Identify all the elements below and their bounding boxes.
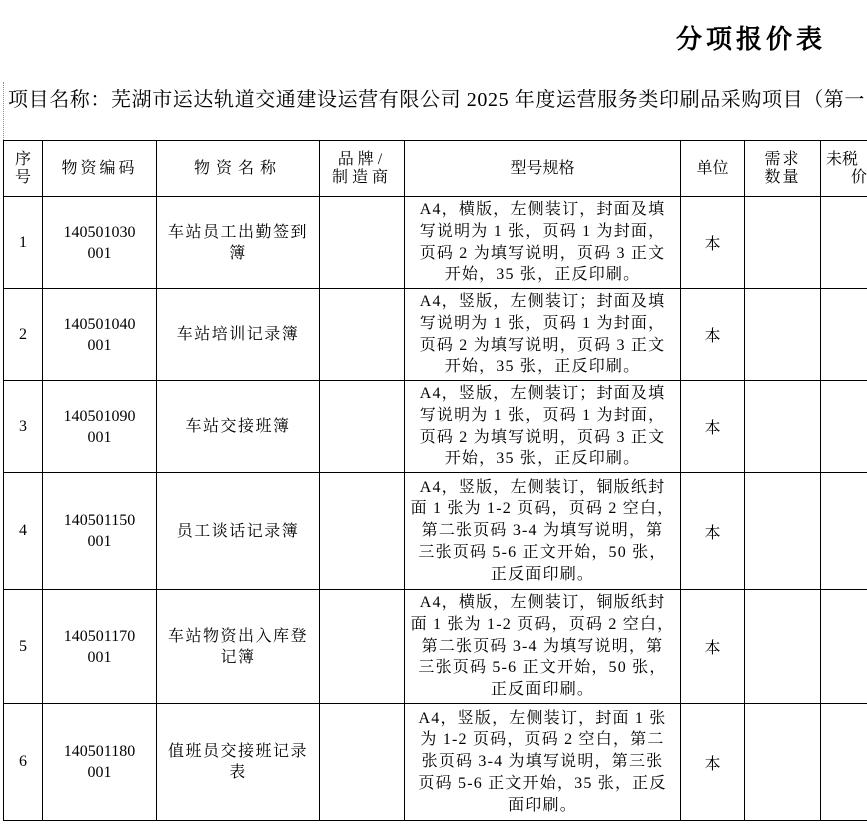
cell-material-name (157, 473, 320, 590)
cell-unit-price (821, 704, 867, 821)
cell-unit-price (821, 197, 867, 289)
spec-line: 第二张页码 3-4 为填写说明，第 (421, 522, 664, 540)
header-quantity-label: 需求数量 (764, 150, 801, 186)
cell-spec (405, 197, 681, 289)
cell-seq: 3 (4, 381, 43, 473)
page-title: 分项报价表 (675, 25, 826, 55)
spec-line: 写说明为 1 张，页码 1 为封面， (419, 314, 666, 332)
cell-spec (405, 473, 681, 590)
spec-line: A4，竖版，左侧装订；封面及填 (419, 293, 666, 311)
cell-brand (320, 473, 405, 590)
cell-material-code (43, 381, 157, 473)
table-row (4, 197, 867, 289)
cell-spec (405, 590, 681, 704)
header-brand (320, 141, 405, 197)
header-brand-label: 品牌/制造商 (331, 150, 392, 186)
cell-quantity (745, 473, 821, 590)
cell-brand (320, 381, 405, 473)
spec-line: A4，竖版，左侧装订，铜版纸封 (419, 478, 666, 496)
header-unit-price-line: 未税 (826, 150, 859, 168)
spec-line: 面 1 张为 1-2 页码，页码 2 空白， (410, 500, 675, 518)
spec-line: 页码 2 为填写说明，页码 3 正文 (419, 428, 666, 446)
spec-line: A4，横版，左侧装订，铜版纸封 (419, 594, 666, 612)
material-code: 140501040001 (63, 315, 136, 354)
cell-seq: 5 (4, 590, 43, 704)
cell-border-dotted (3, 82, 4, 140)
spec-line: 面 1 张为 1-2 页码，页码 2 空白， (410, 615, 675, 633)
material-name: 车站员工出勤签到簿 (167, 223, 308, 262)
cell-material-code (43, 704, 157, 821)
spec-line: A4，竖版，左侧装订，封面 1 张 (418, 709, 667, 727)
cell-unit: 本 (681, 473, 745, 590)
material-code: 140501030001 (63, 223, 136, 262)
cell-quantity (745, 590, 821, 704)
table-row (4, 704, 867, 821)
table-row (4, 473, 867, 590)
cell-seq: 1 (4, 197, 43, 289)
project-name-line: 项目名称：芜湖市运达轨道交通建设运营有限公司 2025 年度运营服务类印刷品采购项目（第一 (8, 89, 865, 111)
cell-seq: 4 (4, 473, 43, 590)
spec-line: 为 1-2 页码，页码 2 空白，第二 (420, 731, 665, 749)
cell-quantity (745, 704, 821, 821)
cell-unit: 本 (681, 289, 745, 381)
spec-line: 三张页码 5-6 正文开始，50 张， (418, 543, 667, 561)
quotation-table (3, 140, 867, 821)
material-name: 车站交接班簿 (185, 418, 291, 435)
cell-spec (405, 704, 681, 821)
material-name: 车站培训记录簿 (176, 326, 300, 343)
cell-unit: 本 (681, 704, 745, 821)
cell-quantity (745, 197, 821, 289)
header-material-code: 物资编码 (43, 141, 157, 197)
spec-line: 面印刷。 (508, 796, 577, 814)
spec-line: 正反面印刷。 (490, 565, 595, 583)
header-unit-price (821, 141, 867, 197)
cell-unit-price (821, 381, 867, 473)
spec-line: 张页码 3-4 为填写说明，第三张 (421, 753, 664, 771)
cell-brand (320, 197, 405, 289)
cell-unit-price (821, 590, 867, 704)
spec-line: A4，竖版，左侧装订；封面及填 (419, 385, 666, 403)
cell-spec (405, 381, 681, 473)
header-quantity (745, 141, 821, 197)
cell-material-name (157, 289, 320, 381)
spec-line: 开始，35 张，正反印刷。 (444, 266, 641, 284)
cell-material-name (157, 197, 320, 289)
cell-spec (405, 289, 681, 381)
cell-unit-price (821, 289, 867, 381)
cell-material-code (43, 590, 157, 704)
spec-line: 开始，35 张，正反印刷。 (444, 358, 641, 376)
table-row (4, 590, 867, 704)
cell-quantity (745, 289, 821, 381)
material-code: 140501090001 (63, 407, 136, 446)
spec-line: 页码 2 为填写说明，页码 3 正文 (419, 244, 666, 262)
spec-line: 开始，35 张，正反印刷。 (444, 450, 641, 468)
table-row (4, 289, 867, 381)
material-name: 员工谈话记录簿 (176, 522, 300, 540)
material-name: 值班员交接班记录表 (167, 743, 308, 781)
material-name: 车站物资出入库登记簿 (167, 627, 308, 666)
cell-brand (320, 704, 405, 821)
cell-quantity (745, 381, 821, 473)
spec-line: 第二张页码 3-4 为填写说明，第 (421, 637, 664, 655)
spec-line: 写说明为 1 张，页码 1 为封面， (419, 406, 666, 424)
material-code: 140501180001 (63, 743, 136, 781)
cell-material-code (43, 289, 157, 381)
spec-line: 页码 2 为填写说明，页码 3 正文 (419, 336, 666, 354)
cell-material-name (157, 590, 320, 704)
header-material-name: 物资名称 (157, 141, 320, 197)
material-code: 140501150001 (63, 512, 136, 550)
cell-material-code (43, 197, 157, 289)
spec-line: 三张页码 5-6 正文开始，50 张， (418, 659, 667, 677)
header-unit: 单位 (681, 141, 745, 197)
spec-line: A4，横版，左侧装订，封面及填 (419, 201, 666, 219)
table-row (4, 381, 867, 473)
cell-material-code (43, 473, 157, 590)
cell-unit: 本 (681, 381, 745, 473)
cell-brand (320, 590, 405, 704)
spec-line: 页码 5-6 正文开始，35 张，正反 (418, 774, 667, 792)
cell-seq: 2 (4, 289, 43, 381)
cell-unit: 本 (681, 590, 745, 704)
header-spec: 型号规格 (405, 141, 681, 197)
header-unit-price-line: 价 (851, 168, 867, 186)
spec-line: 正反面印刷。 (490, 681, 595, 699)
cell-seq: 6 (4, 704, 43, 821)
cell-material-name (157, 704, 320, 821)
cell-material-name (157, 381, 320, 473)
spec-line: 写说明为 1 张，页码 1 为封面， (419, 222, 666, 240)
table-header-row (4, 141, 867, 197)
header-seq (4, 141, 43, 197)
cell-brand (320, 289, 405, 381)
cell-unit-price (821, 473, 867, 590)
cell-unit: 本 (681, 197, 745, 289)
quotation-table-container (3, 140, 867, 822)
header-seq-label: 序号 (14, 150, 31, 186)
material-code: 140501170001 (63, 627, 136, 666)
